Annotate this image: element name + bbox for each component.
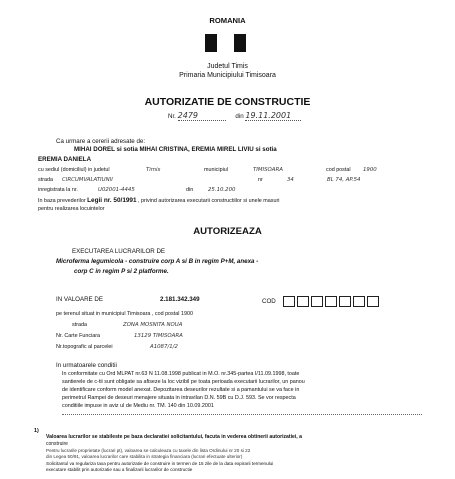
law-value: Legii nr. 50/1991 xyxy=(87,197,137,204)
topo-label: Nr.topografic al parcelei xyxy=(56,344,113,350)
law-reference-line xyxy=(38,197,279,204)
cod-box xyxy=(297,296,309,307)
law-line2: pentru realizarea locuintelor xyxy=(38,206,105,212)
works-label: EXECUTAREA LUCRARILOR DE xyxy=(72,248,166,255)
conditions-line4: perimetrul Rampei de deseuri menajere situata in intravilan D.N. 59B cu D.J. 593. Se vor respecta xyxy=(62,395,296,401)
site-street-label: strada xyxy=(72,322,87,328)
cod-row xyxy=(262,296,381,307)
domicile-label: cu sediul (domiciliul) in judetul xyxy=(38,167,110,173)
registered-value: U02001-4445 xyxy=(98,187,135,193)
nr-label-address: nr xyxy=(258,177,263,183)
footnote5: executare stabilit prin autorizatie sau a finalizarii lucrarilor de constructie xyxy=(46,467,193,472)
registered-date-label: din xyxy=(186,187,194,193)
authorization-number-row xyxy=(168,111,301,121)
registered-label: inregistrata la nr. xyxy=(38,187,78,193)
footnote4: Solicitantul va regulariza taxa pentru autorizatie de construire in termen de 15 zile de la data expirarii termenului xyxy=(46,461,274,466)
value-label: IN VALOARE DE xyxy=(56,296,103,303)
works-line1: Microferma legumicola - construire corp A si B in regim P+M, anexa - xyxy=(56,258,259,265)
country-heading: ROMANIA xyxy=(209,16,246,25)
footnote-marker: 1) xyxy=(34,428,39,434)
cod-box xyxy=(283,296,295,307)
municipality-label: municipiul xyxy=(204,167,228,173)
cod-label: COD xyxy=(262,298,276,306)
cod-box xyxy=(339,296,351,307)
applicant-names-line2: EREMIA DANIELA xyxy=(38,156,92,163)
footnote1-line2: construire xyxy=(46,441,68,447)
conditions-line2: santierele de c-tii sunt obligate sa afiseze la loc vizibil pe toata perioada executarii lucrarilor, un panou xyxy=(62,379,305,385)
law-suffix: , privind autorizarea executarii constructiilor si unele masuri xyxy=(138,198,280,204)
date-value: 19.11.2001 xyxy=(245,111,301,121)
cod-box xyxy=(325,296,337,307)
institution-label: Primaria Municipiului Timisoara xyxy=(179,72,276,79)
postal-value: 1900 xyxy=(363,167,377,173)
municipality-value: TIMISOARA xyxy=(253,167,283,173)
block-value: BL 74, AP.54 xyxy=(327,177,361,183)
applicant-names-line1: MIHAI DOREL si sotia MIHAI CRISTINA, EREMIA MIREL LIVIU si sotia xyxy=(74,146,277,153)
postal-label: cod postal xyxy=(326,167,351,173)
county-label: Judetul Timis xyxy=(207,63,248,70)
site-street-value: ZONA MOSNITA NOUA xyxy=(123,322,183,328)
date-label: din xyxy=(235,113,244,120)
law-prefix: In baza prevederilor xyxy=(38,198,86,204)
cod-box xyxy=(367,296,379,307)
nr-label: Nr. xyxy=(168,113,176,120)
authorizes-heading: AUTORIZEAZA xyxy=(193,226,262,237)
footnote3: din Legea 50/91, valoarea lucrarilor care stabilita in strategia financiara (lucrari efectuate ulterior) xyxy=(46,454,243,459)
value-amount: 2.181.342.349 xyxy=(160,296,200,303)
conditions-heading: In urmatoarele conditii xyxy=(56,362,117,369)
cf-label: Nr. Carte Funciara xyxy=(56,333,101,339)
county-value: Timis xyxy=(146,167,161,173)
footnote2: Pentru lucrarile proprietate (lucrari pt), valoarea se calculeaza cu taxele din lista Ordinului nr 20 si 22 xyxy=(46,448,251,453)
cf-value: 13129 TIMISOARA xyxy=(134,333,183,339)
conditions-divider xyxy=(62,414,422,415)
footnote1-line1: Valoarea lucrarilor se stabileste pe baza declaratiei solicitantului, facuta in vederea obtinerii autorizatiei, a xyxy=(46,434,302,440)
nr-value: 2479 xyxy=(178,111,226,121)
conditions-line3: de identificare conform model anexat. Depozitarea deseurilor rezultate si a pamantului se va face in xyxy=(62,387,300,393)
works-line2: corp C in regim P si 2 platforme. xyxy=(74,268,169,275)
topo-value: A1087/1/2 xyxy=(150,344,178,350)
document-title: AUTORIZATIE DE CONSTRUCTIE xyxy=(144,96,311,108)
land-line: pe terenul situat in municipiul Timisoara , cod postal 1900 xyxy=(56,311,193,317)
applicant-intro: Ca urmare a cererii adresate de: xyxy=(56,138,146,145)
registered-date-value: 25.10.200 xyxy=(208,187,236,193)
cod-box xyxy=(311,296,323,307)
nr-value-address: 34 xyxy=(287,177,294,183)
street-label: strada xyxy=(38,177,53,183)
street-value: CIRCUMVALATIUNII xyxy=(62,177,113,183)
conditions-line5: conditiile impuse in aviz ul de Mediu nr. TM. 140 din 10.09.2001 xyxy=(62,403,214,409)
cod-box xyxy=(353,296,365,307)
conditions-line1: In conformitate cu Ord MLPAT nr.63 N 11.08.1998 publicat in M.O. nr.345-partea I/11.09.1998, toate xyxy=(62,371,300,377)
